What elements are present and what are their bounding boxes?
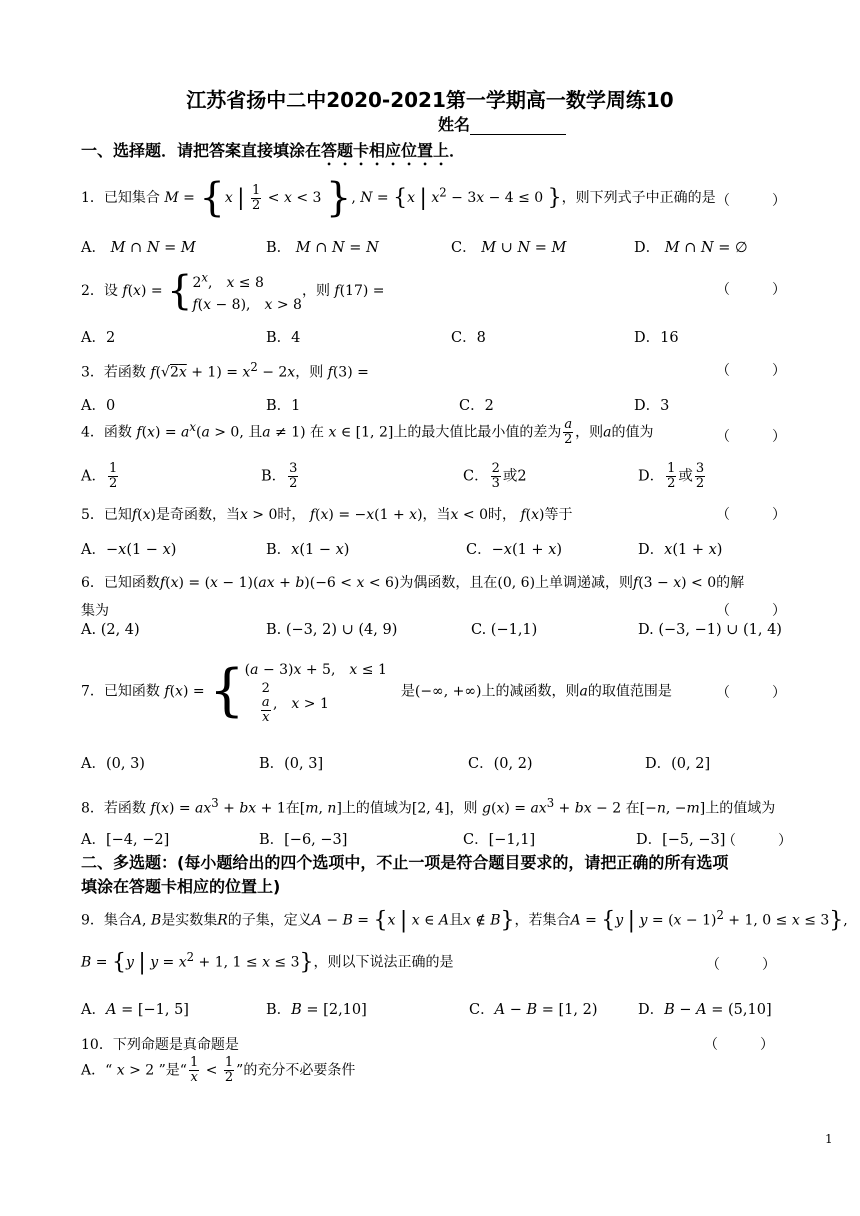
answer-paren-6[interactable]: （ ）	[716, 603, 786, 619]
question-9-options: A．A = [−1, 5] B．B = [2,10] C．A − B = [1, 2) D．B − A = (5,10]	[81, 1002, 772, 1018]
answer-paren-1[interactable]: （ ）	[716, 193, 786, 209]
name-label: 姓名	[438, 115, 471, 134]
question-6-line2: 集为	[81, 603, 109, 619]
question-5-options: A．−x(1 − x) B．x(1 − x) C．−x(1 + x) D．x(1 + x)	[81, 542, 723, 558]
question-7: 7．已知函数 f(x) = {(a − 3)x + 5, x ≤ 1 2 a x , x > 1 是(−∞, +∞)上的减函数，则a的取值范围是	[81, 658, 672, 725]
name-field[interactable]	[438, 112, 566, 135]
answer-paren-10[interactable]: （ ）	[704, 1037, 774, 1053]
question-3: 3．若函数 $f(√2x + 1) = x^2 - 2x$，则 f(3) =	[81, 360, 369, 381]
question-8: 8．若函数 $f(x) = ax^3$ + bx + 1在[m, n]上的值域为[2, 4]，则 $g(x) = ax^3$ + bx − 2 在[−n, −m]上的值域为	[81, 796, 776, 817]
question-1: 1．已知集合 M = {x | $\frac{1}{2}$ < x < 3 }, N = {x | $x^2 - 3x - 4 \le 0$ }，则下列式子中正确的是	[81, 175, 716, 221]
name-blank[interactable]	[470, 120, 566, 135]
question-2-options: A．2 B．4 C．8 D．16	[81, 330, 679, 346]
answer-paren-7[interactable]: （ ）	[716, 685, 786, 701]
question-5: 5．已知f(x)是奇函数，当x > 0时， f(x) = −x(1 + x)，当x < 0时， f(x)等于	[81, 507, 573, 523]
question-1-options: A． M ∩ N = M B． M ∩ N = N C． M ∪ N = M D． M ∩ N = ∅	[81, 240, 748, 256]
answer-paren-8[interactable]: （ ）	[722, 833, 792, 849]
question-9: 9．集合A, B是实数集R的子集，定义A − B = {x | x ∈ A且x ∉ B}，若集合A = {y | $y = (x - 1)^2 + 1$, 0 ≤ x ≤ 3},	[81, 908, 848, 934]
question-7-options: A．(0, 3) B．(0, 3] C．(0, 2) D．(0, 2]	[81, 756, 711, 772]
question-3-options: A．0 B．1 C．2 D．3	[81, 398, 670, 414]
question-10: 10．下列命题是真命题是	[81, 1037, 239, 1053]
answer-paren-2[interactable]: （ ）	[716, 282, 786, 298]
question-4-options: A． $\frac{1}{2}$ B． $\frac{3}{2}$ C． $\frac{2}{3}$ 或2 D． $\frac{1}{2}$ 或 $\frac{3}{2}$	[81, 461, 705, 491]
page-title: 江苏省扬中二中2020-2021第一学期高一数学周练10	[186, 88, 674, 112]
question-6-options: A. (2, 4) B. (−3, 2) ∪ (4, 9) C. (−1,1) D. (−3, −1) ∪ (1, 4)	[81, 622, 782, 638]
answer-paren-5[interactable]: （ ）	[716, 507, 786, 523]
question-2: 2．设 $f(x) = \{2^x$, x ≤ 8 f(x − 8), x > 8，则 f(17) =	[81, 267, 385, 314]
question-10-option-a: A．“ x > 2 ”是“ $\frac{1}{x}$ < $\frac{1}{2}$ ”的充分不必要条件	[81, 1055, 356, 1085]
section-2-heading: 二、多选题：(每小题给出的四个选项中，不止一项是符合题目要求的，请把正确的所有选项	[81, 853, 729, 872]
section-2-heading-line2: 填涂在答题卡相应的位置上)	[81, 877, 281, 896]
question-6: 6．已知函数f(x) = (x − 1)(ax + b)(−6 < x < 6)为偶函数，且在(0, 6)上单调递减，则f(3 − x) < 0的解	[81, 575, 745, 591]
question-8-options: A．[−4, −2] B．[−6, −3] C．[−1,1] D．[−5, −3]	[81, 832, 726, 848]
question-4: 4．函数 $f(x) = a^x(a > 0$, 且a ≠ 1) 在 x ∈ [1, 2]上的最大值比最小值的差为 $\frac{a}{2}$ ，则a的值为	[81, 417, 654, 447]
answer-paren-3[interactable]: （ ）	[716, 363, 786, 379]
question-9-line2: B = {y | $y = x^2 + 1$, 1 ≤ x ≤ 3}，则以下说法正确的是	[81, 950, 454, 976]
page-number: 1	[825, 1132, 833, 1146]
section-1-heading: 一、选择题．请把答案直接填涂在答题卡相应位置上．	[81, 141, 466, 160]
answer-paren-4[interactable]: （ ）	[716, 429, 786, 445]
answer-paren-9[interactable]: （ ）	[706, 957, 776, 973]
